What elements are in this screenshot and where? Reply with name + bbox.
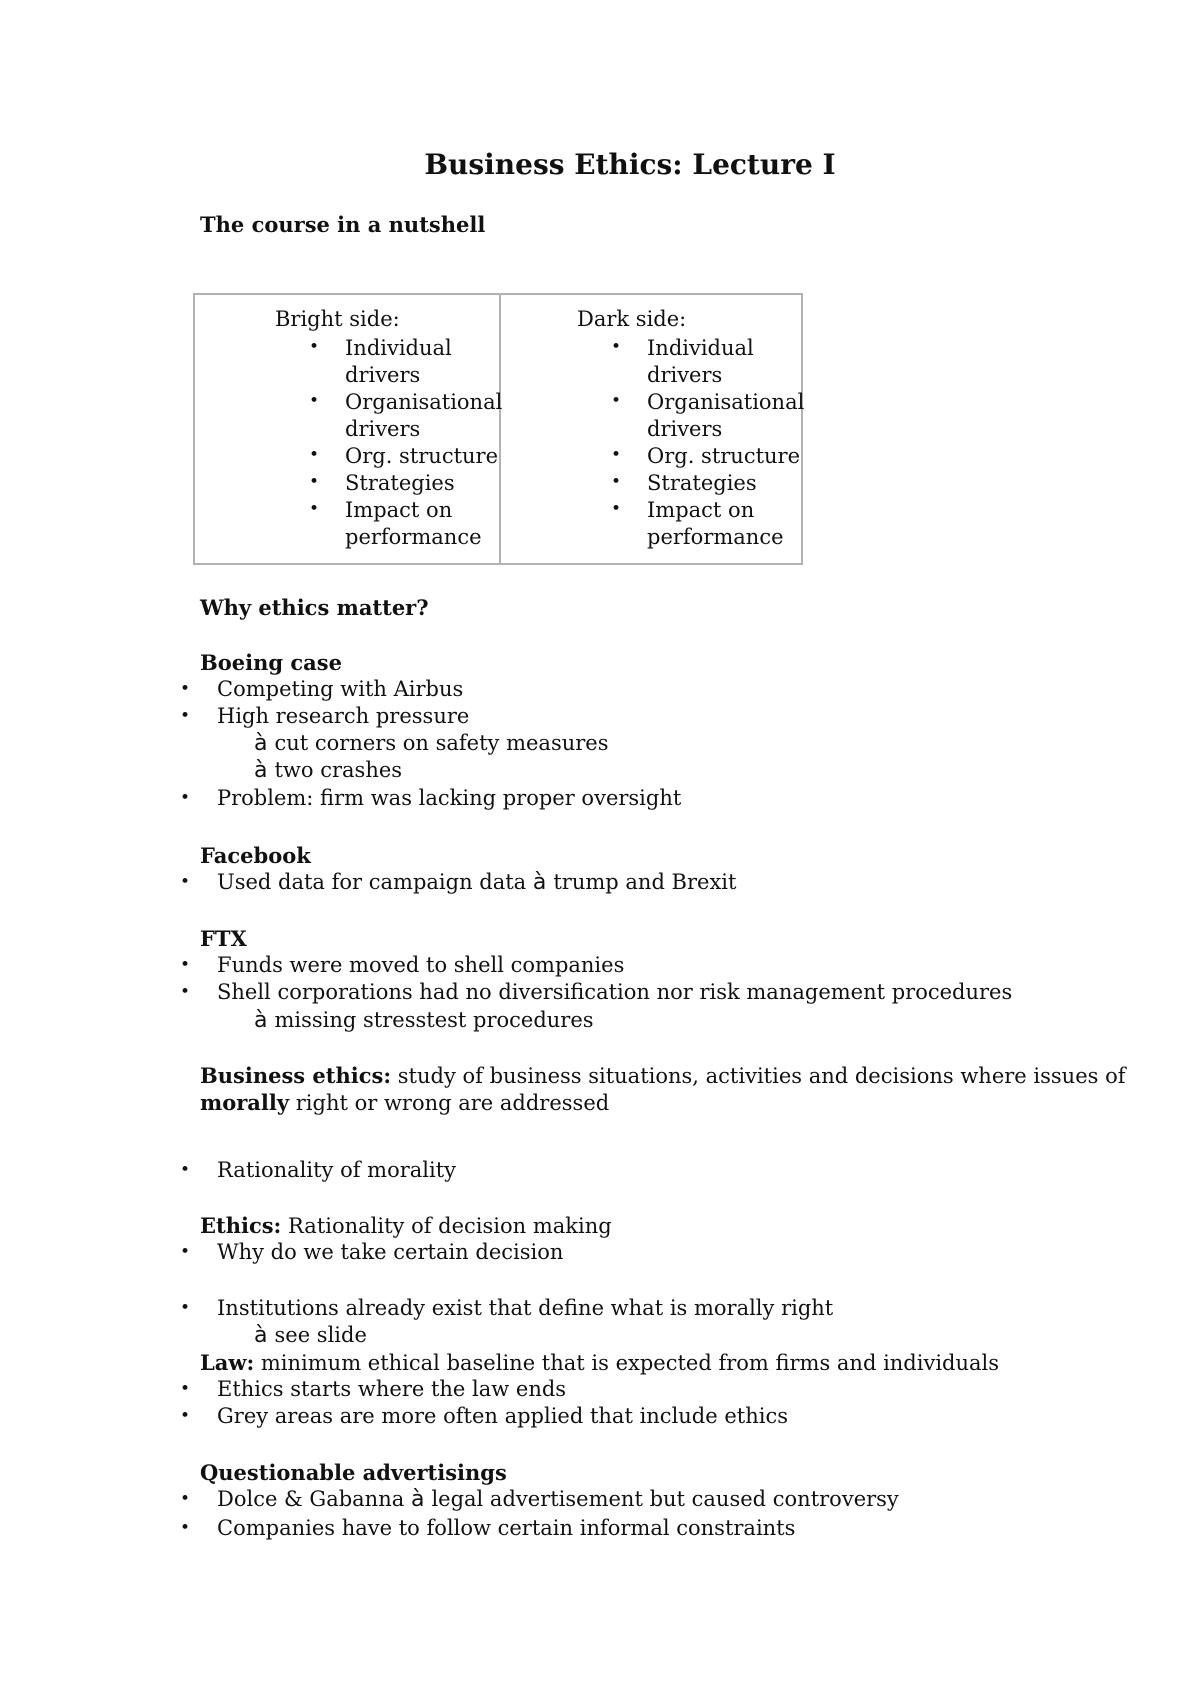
- ads-heading: Questionable advertisings: [200, 1460, 507, 1485]
- ethics-definition: [200, 1213, 612, 1238]
- bullet-glyph: •: [309, 499, 320, 519]
- list-item: [217, 1487, 899, 1512]
- bullet-glyph: •: [180, 1298, 191, 1318]
- list-item-text: Used data for campaign data: [217, 870, 527, 894]
- list-item-text: legal advertisement but caused controversy: [431, 1487, 899, 1511]
- why-heading: Why ethics matter?: [200, 595, 429, 620]
- list-item: High research pressure: [217, 704, 470, 728]
- definition-text: right or wrong are addressed: [295, 1091, 610, 1115]
- arrow-item-text: see slide: [274, 1323, 367, 1347]
- bullet-glyph: •: [611, 391, 622, 411]
- list-item: Funds were moved to shell companies: [217, 953, 625, 977]
- law-term: Law:: [200, 1350, 255, 1375]
- table-list-item-line: Organisational: [345, 390, 503, 414]
- list-item: Institutions already exist that define what is morally right: [217, 1296, 834, 1320]
- list-item: Shell corporations had no diversification nor risk management procedures: [217, 980, 1013, 1004]
- course-overview-table: [193, 293, 803, 565]
- bullet-glyph: •: [180, 1160, 191, 1180]
- law-definition: [200, 1350, 999, 1375]
- list-item-text: trump and Brexit: [553, 870, 737, 894]
- table-list-item-line: drivers: [345, 363, 421, 387]
- list-item: Companies have to follow certain informal constraints: [217, 1516, 796, 1540]
- table-list-item-line: Org. structure: [345, 444, 499, 468]
- table-list-item-line: Strategies: [345, 471, 455, 495]
- table-list-item-line: Org. structure: [647, 444, 801, 468]
- page-title: Business Ethics: Lecture I: [424, 148, 836, 181]
- dark-side-label: Dark side:: [577, 307, 687, 331]
- bullet-glyph: •: [611, 499, 622, 519]
- arrow-item: [254, 731, 609, 756]
- arrow-item-text: missing stresstest procedures: [274, 1008, 594, 1032]
- list-item: Problem: firm was lacking proper oversight: [217, 786, 682, 810]
- bullet-glyph: •: [180, 706, 191, 726]
- arrow-item-text: cut corners on safety measures: [274, 731, 609, 755]
- bullet-glyph: •: [180, 1379, 191, 1399]
- course-heading: The course in a nutshell: [200, 212, 486, 237]
- facebook-heading: Facebook: [200, 843, 311, 868]
- bullet-glyph: •: [309, 337, 320, 357]
- bullet-glyph: •: [180, 872, 191, 892]
- bullet-glyph: •: [611, 445, 622, 465]
- list-item: Competing with Airbus: [217, 677, 464, 701]
- arrow-item: [254, 758, 402, 783]
- list-item: [217, 870, 736, 895]
- bullet-glyph: •: [309, 391, 320, 411]
- table-list-item-line: Impact on: [647, 498, 755, 522]
- arrow-item-text: two crashes: [274, 758, 403, 782]
- table-list-item-line: performance: [345, 525, 482, 549]
- bullet-glyph: •: [180, 1242, 191, 1262]
- ftx-heading: FTX: [200, 926, 247, 951]
- dark-side-cell: [501, 295, 805, 563]
- list-item: Why do we take certain decision: [217, 1240, 564, 1264]
- business-ethics-definition-cont: [200, 1090, 609, 1115]
- bright-side-cell: [195, 295, 503, 563]
- list-item: Rationality of morality: [217, 1158, 457, 1182]
- bullet-glyph: •: [611, 472, 622, 492]
- bullet-glyph: •: [309, 472, 320, 492]
- table-list-item-line: Individual: [647, 336, 754, 360]
- bright-side-label: Bright side:: [275, 307, 400, 331]
- table-list-item-line: drivers: [647, 363, 723, 387]
- definition-text: minimum ethical baseline that is expected from firms and individuals: [260, 1351, 1000, 1375]
- table-list-item-line: drivers: [647, 417, 723, 441]
- bullet-glyph: •: [180, 1489, 191, 1509]
- table-list-item-line: Impact on: [345, 498, 453, 522]
- arrow-icon: à: [254, 1008, 268, 1033]
- table-list-item-line: Individual: [345, 336, 452, 360]
- bullet-glyph: •: [309, 445, 320, 465]
- bullet-glyph: •: [180, 955, 191, 975]
- list-item: Grey areas are more often applied that include ethics: [217, 1404, 788, 1428]
- bullet-glyph: •: [180, 982, 191, 1002]
- arrow-icon: à: [254, 731, 268, 756]
- arrow-icon: à: [410, 1487, 425, 1512]
- bullet-glyph: •: [180, 1406, 191, 1426]
- definition-text: study of business situations, activities and decisions where issues of: [397, 1064, 1126, 1088]
- bullet-glyph: •: [611, 337, 622, 357]
- arrow-item: [254, 1008, 594, 1033]
- table-list-item-line: Strategies: [647, 471, 757, 495]
- table-list-item-line: Organisational: [647, 390, 805, 414]
- boeing-heading: Boeing case: [200, 650, 342, 675]
- bullet-glyph: •: [180, 1518, 191, 1538]
- arrow-item: [254, 1323, 367, 1348]
- arrow-icon: à: [254, 758, 268, 783]
- business-ethics-definition: [200, 1063, 1126, 1088]
- table-list-item-line: performance: [647, 525, 784, 549]
- arrow-icon: à: [532, 870, 547, 895]
- bullet-glyph: •: [180, 788, 191, 808]
- business-ethics-term: Business ethics:: [200, 1063, 392, 1088]
- morally-term: morally: [200, 1090, 290, 1115]
- bullet-glyph: •: [180, 679, 191, 699]
- list-item: Ethics starts where the law ends: [217, 1377, 567, 1401]
- definition-text: Rationality of decision making: [288, 1214, 612, 1238]
- list-item-text: Dolce & Gabanna: [217, 1487, 405, 1511]
- arrow-icon: à: [254, 1323, 268, 1348]
- ethics-term: Ethics:: [200, 1213, 282, 1238]
- table-list-item-line: drivers: [345, 417, 421, 441]
